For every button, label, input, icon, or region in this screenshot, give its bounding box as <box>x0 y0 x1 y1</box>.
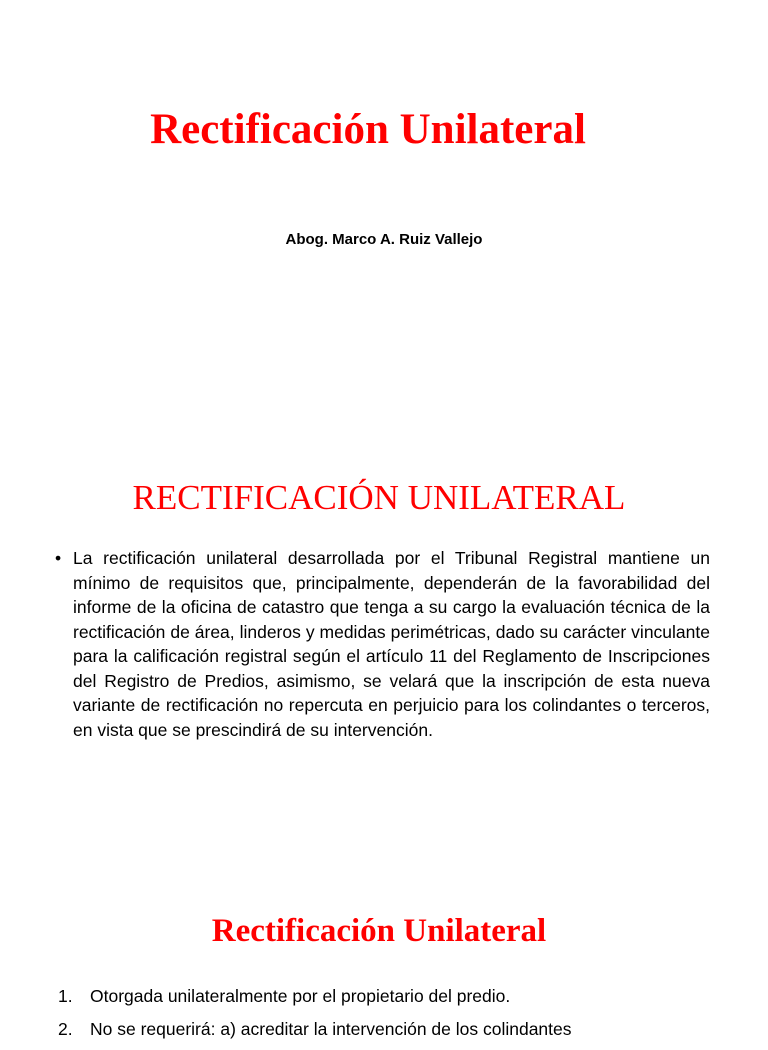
bullet-icon: • <box>55 548 62 568</box>
list-item-text: Otorgada unilateralmente por el propietario del predio. <box>90 986 511 1006</box>
list-item <box>58 1017 758 1042</box>
list-item-number: 1. <box>58 986 73 1006</box>
slide-1-author: Abog. Marco A. Ruiz Vallejo <box>285 231 483 248</box>
slide-2-bullet-text: La rectificación unilateral desarrollada por el Tribunal Registral mantiene un mínimo de requisitos que, principalmente, dependerán de la favorabilidad del informe de la oficina de catastro que tenga a su cargo la evaluación técnica de la rectificación de área, linderos y medidas perimétricas, dado su carácter vinculante para la calificación registral según el artículo 11 del Reglamento de Inscripciones del Registro de Predios, asimismo, se velará que la inscripción de esta nueva variante de rectificación no repercuta en perjuicio para los colindantes o terceros, en vista que se prescindirá de su intervención. <box>73 548 710 740</box>
slide-3-title: Rectificación Unilateral <box>211 913 547 949</box>
slide-2-title: RECTIFICACIÓN UNILATERAL <box>132 478 626 517</box>
list-item-number: 2. <box>58 1019 73 1039</box>
list-item-text: No se requerirá: a) acreditar la intervención de los colindantes <box>90 1019 572 1039</box>
slide-1-title: Rectificación Unilateral <box>150 106 586 153</box>
slide-2-bullet <box>55 546 710 742</box>
slide-3-numbered-list <box>58 984 758 1050</box>
list-item <box>58 984 758 1009</box>
